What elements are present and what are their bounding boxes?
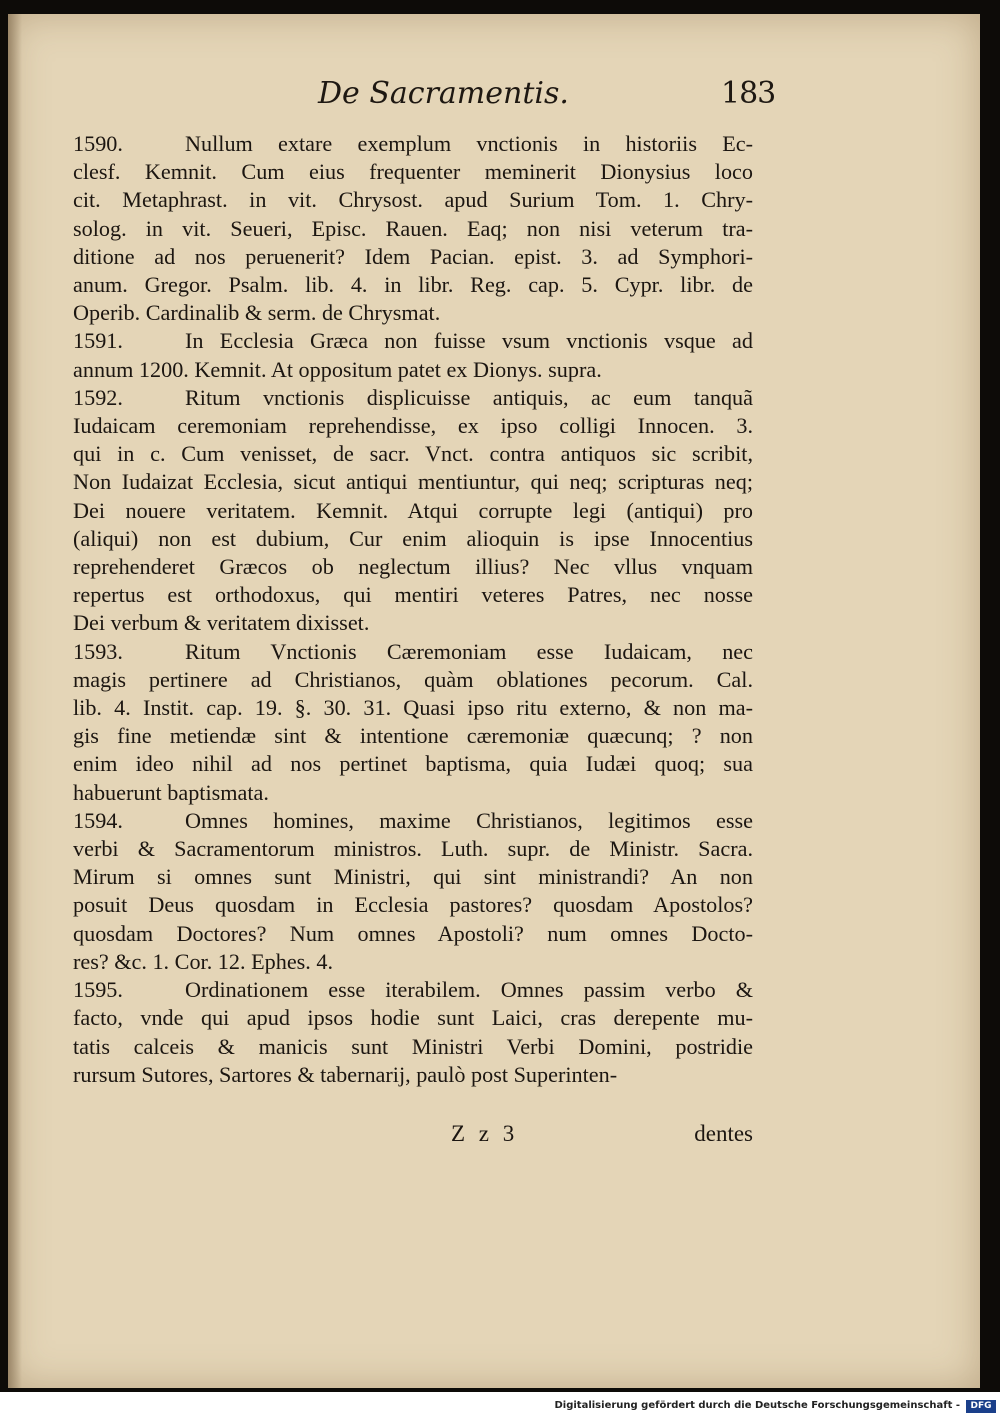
- running-title: De Sacramentis.: [318, 76, 569, 111]
- entry-line: reprehenderet Græcos ob neglectum illius? Nec vllus vnquam: [73, 554, 753, 580]
- entry-line: cit. Metaphrast. in vit. Chrysost. apud Surium Tom. 1. Chry-: [73, 187, 753, 213]
- funding-credit: Digitalisierung gefördert durch die Deutsche Forschungsgemeinschaft -: [554, 1400, 960, 1411]
- entry-number: 1592.: [73, 384, 123, 410]
- entry-number: 1593.: [73, 638, 123, 664]
- entry: [73, 638, 753, 807]
- catchword: dentes: [694, 1121, 753, 1146]
- entry-line: res? &c. 1. Cor. 12. Ephes. 4.: [73, 948, 334, 974]
- entry-line: Dei verbum & veritatem dixisset.: [73, 610, 370, 636]
- entry-line: Dei nouere veritatem. Kemnit. Atqui corrupte legi (antiqui) pro: [73, 497, 753, 523]
- entry-line: annum 1200. Kemnit. At oppositum patet ex Dionys. supra.: [73, 356, 602, 382]
- entry-first-line: [73, 130, 753, 158]
- body-text: [73, 130, 753, 1089]
- entry-first-line: [73, 327, 753, 355]
- entry: [73, 976, 753, 1089]
- entry-line: habuerunt baptismata.: [73, 779, 269, 805]
- page-number: 183: [721, 76, 776, 111]
- entry-number: 1590.: [73, 131, 123, 156]
- entry-line: lib. 4. Instit. cap. 19. §. 30. 31. Quasi ipso ritu externo, & non ma-: [73, 695, 753, 721]
- page-footer: [73, 1121, 753, 1155]
- entry-line: facto, vnde qui apud ipsos hodie sunt Laici, cras derepente mu-: [73, 1005, 753, 1031]
- entry-line: tatis calceis & manicis sunt Ministri Verbi Domini, postridie: [73, 1033, 753, 1059]
- entry: [73, 384, 753, 638]
- entry-line: ditione ad nos peruenerit? Idem Pacian. epist. 3. ad Symphori-: [73, 243, 753, 269]
- dfg-logo: DFG: [966, 1400, 996, 1413]
- entry-first-line: [73, 638, 753, 666]
- entry-line: Non Iudaizat Ecclesia, sicut antiqui mentiuntur, qui neq; scripturas neq;: [73, 469, 753, 495]
- entry: [73, 807, 753, 976]
- entry-line: Mirum si omnes sunt Ministri, qui sint ministrandi? An non: [73, 864, 753, 890]
- entry-first-line: [73, 807, 753, 835]
- entry-first-line: [73, 976, 753, 1004]
- entry-line: anum. Gregor. Psalm. lib. 4. in libr. Reg. cap. 5. Cypr. libr. de: [73, 272, 753, 298]
- entry: [73, 327, 753, 383]
- entry-line: rursum Sutores, Sartores & tabernarij, paulò post Superinten-: [73, 1061, 618, 1087]
- page-header: [73, 76, 776, 126]
- entry-line: Iudaicam ceremoniam reprehendisse, ex ipso colligi Innocen. 3.: [73, 413, 753, 439]
- entry-line: gis fine metiendæ sint & intentione cæremoniæ quæcunq; ? non: [73, 723, 753, 749]
- entry-text: Omnes homines, maxime Christianos, legitimos esse: [185, 807, 753, 833]
- entry: [73, 130, 753, 327]
- entry-line: quosdam Doctores? Num omnes Apostoli? num omnes Docto-: [73, 920, 753, 946]
- entry-first-line: [73, 384, 753, 412]
- signature-mark: Z z 3: [451, 1121, 519, 1146]
- page-gutter-shadow: [8, 14, 22, 1388]
- entry-line: repertus est orthodoxus, qui mentiri veteres Patres, nec nosse: [73, 582, 753, 608]
- entry-line: enim ideo nihil ad nos pertinet baptisma, quia Iudæi quoq; sua: [73, 751, 753, 777]
- book-page: [8, 14, 980, 1388]
- entry-line: verbi & Sacramentorum ministros. Luth. supr. de Ministr. Sacra.: [73, 836, 753, 862]
- entry-line: qui in c. Cum venisset, de sacr. Vnct. contra antiquos sic scribit,: [73, 441, 753, 467]
- entry-line: (aliqui) non est dubium, Cur enim alioquin is ipse Innocentius: [73, 525, 753, 551]
- entry-text: Ordinationem esse iterabilem. Omnes passim verbo &: [185, 977, 753, 1003]
- entry-text: Nullum extare exemplum vnctionis in historiis Ec-: [185, 131, 753, 156]
- entry-line: posuit Deus quosdam in Ecclesia pastores? quosdam Apostolos?: [73, 892, 753, 918]
- entry-text: In Ecclesia Græca non fuisse vsum vnctionis vsque ad: [185, 328, 753, 354]
- entry-text: Ritum vnctionis displicuisse antiquis, ac eum tanquã: [185, 384, 753, 410]
- entry-line: clesf. Kemnit. Cum eius frequenter meminerit Dionysius loco: [73, 159, 753, 185]
- entry-text: Ritum Vnctionis Cæremoniam esse Iudaicam, nec: [185, 638, 753, 664]
- entry-number: 1595.: [73, 977, 123, 1003]
- entry-line: solog. in vit. Seueri, Episc. Rauen. Eaq; non nisi veterum tra-: [73, 215, 753, 241]
- entry-number: 1591.: [73, 328, 123, 354]
- entry-line: magis pertinere ad Christianos, quàm oblationes pecorum. Cal.: [73, 666, 753, 692]
- entry-line: Operib. Cardinalib & serm. de Chrysmat.: [73, 300, 441, 326]
- entry-number: 1594.: [73, 807, 123, 833]
